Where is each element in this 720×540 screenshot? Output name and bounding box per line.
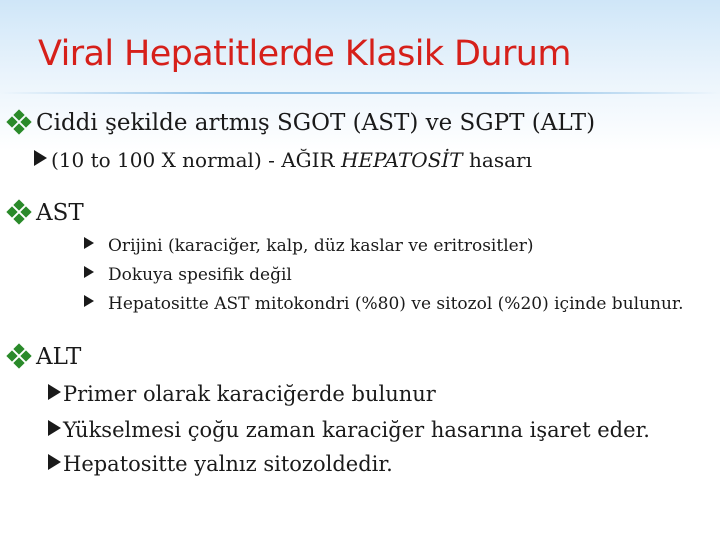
alt-item-text: Yükselmesi çoğu zaman karaciğer hasarına işaret eder. <box>63 418 650 442</box>
arrow-bullet-icon <box>84 295 94 307</box>
title-divider <box>0 92 720 94</box>
bullet-alt <box>8 344 81 370</box>
alt-item-text: Primer olarak karaciğerde bulunur <box>63 382 436 406</box>
arrow-bullet-icon <box>48 420 61 436</box>
arrow-bullet-icon <box>84 237 94 249</box>
ast-item-text: Dokuya spesifik değil <box>108 265 292 285</box>
sub-bullet-severity <box>34 148 532 172</box>
alt-item-text: Hepatositte yalnız sitozoldedir. <box>63 452 393 476</box>
arrow-bullet-icon <box>48 454 61 470</box>
diamond-bullet-icon <box>8 345 30 367</box>
bullet-ast <box>8 200 84 226</box>
diamond-bullet-icon <box>8 201 30 223</box>
sub-bullet-text: (10 to 100 X normal) - AĞIR <box>51 148 341 172</box>
sub-bullet-italic: HEPATOSİT <box>340 148 463 172</box>
arrow-bullet-icon <box>84 266 94 278</box>
ast-item <box>84 265 292 285</box>
ast-item-text: Hepatositte AST mitokondri (%80) ve sitozol (%20) içinde bulunur. <box>108 294 684 314</box>
slide-title: Viral Hepatitlerde Klasik Durum <box>38 34 571 74</box>
bullet-text: AST <box>36 200 84 226</box>
bullet-sgot-sgpt <box>8 110 595 136</box>
sub-bullet-text-end: hasarı <box>462 148 532 172</box>
bullet-text: ALT <box>36 344 82 370</box>
alt-item <box>48 452 393 476</box>
alt-item <box>48 382 436 406</box>
arrow-bullet-icon <box>48 384 61 400</box>
diamond-bullet-icon <box>8 111 30 133</box>
alt-item <box>48 418 650 442</box>
ast-item <box>84 236 533 256</box>
arrow-bullet-icon <box>34 150 47 166</box>
ast-item <box>84 294 684 314</box>
ast-item-text: Orijini (karaciğer, kalp, düz kaslar ve eritrositler) <box>108 236 534 256</box>
bullet-text: Ciddi şekilde artmış SGOT (AST) ve SGPT (ALT) <box>36 110 596 136</box>
